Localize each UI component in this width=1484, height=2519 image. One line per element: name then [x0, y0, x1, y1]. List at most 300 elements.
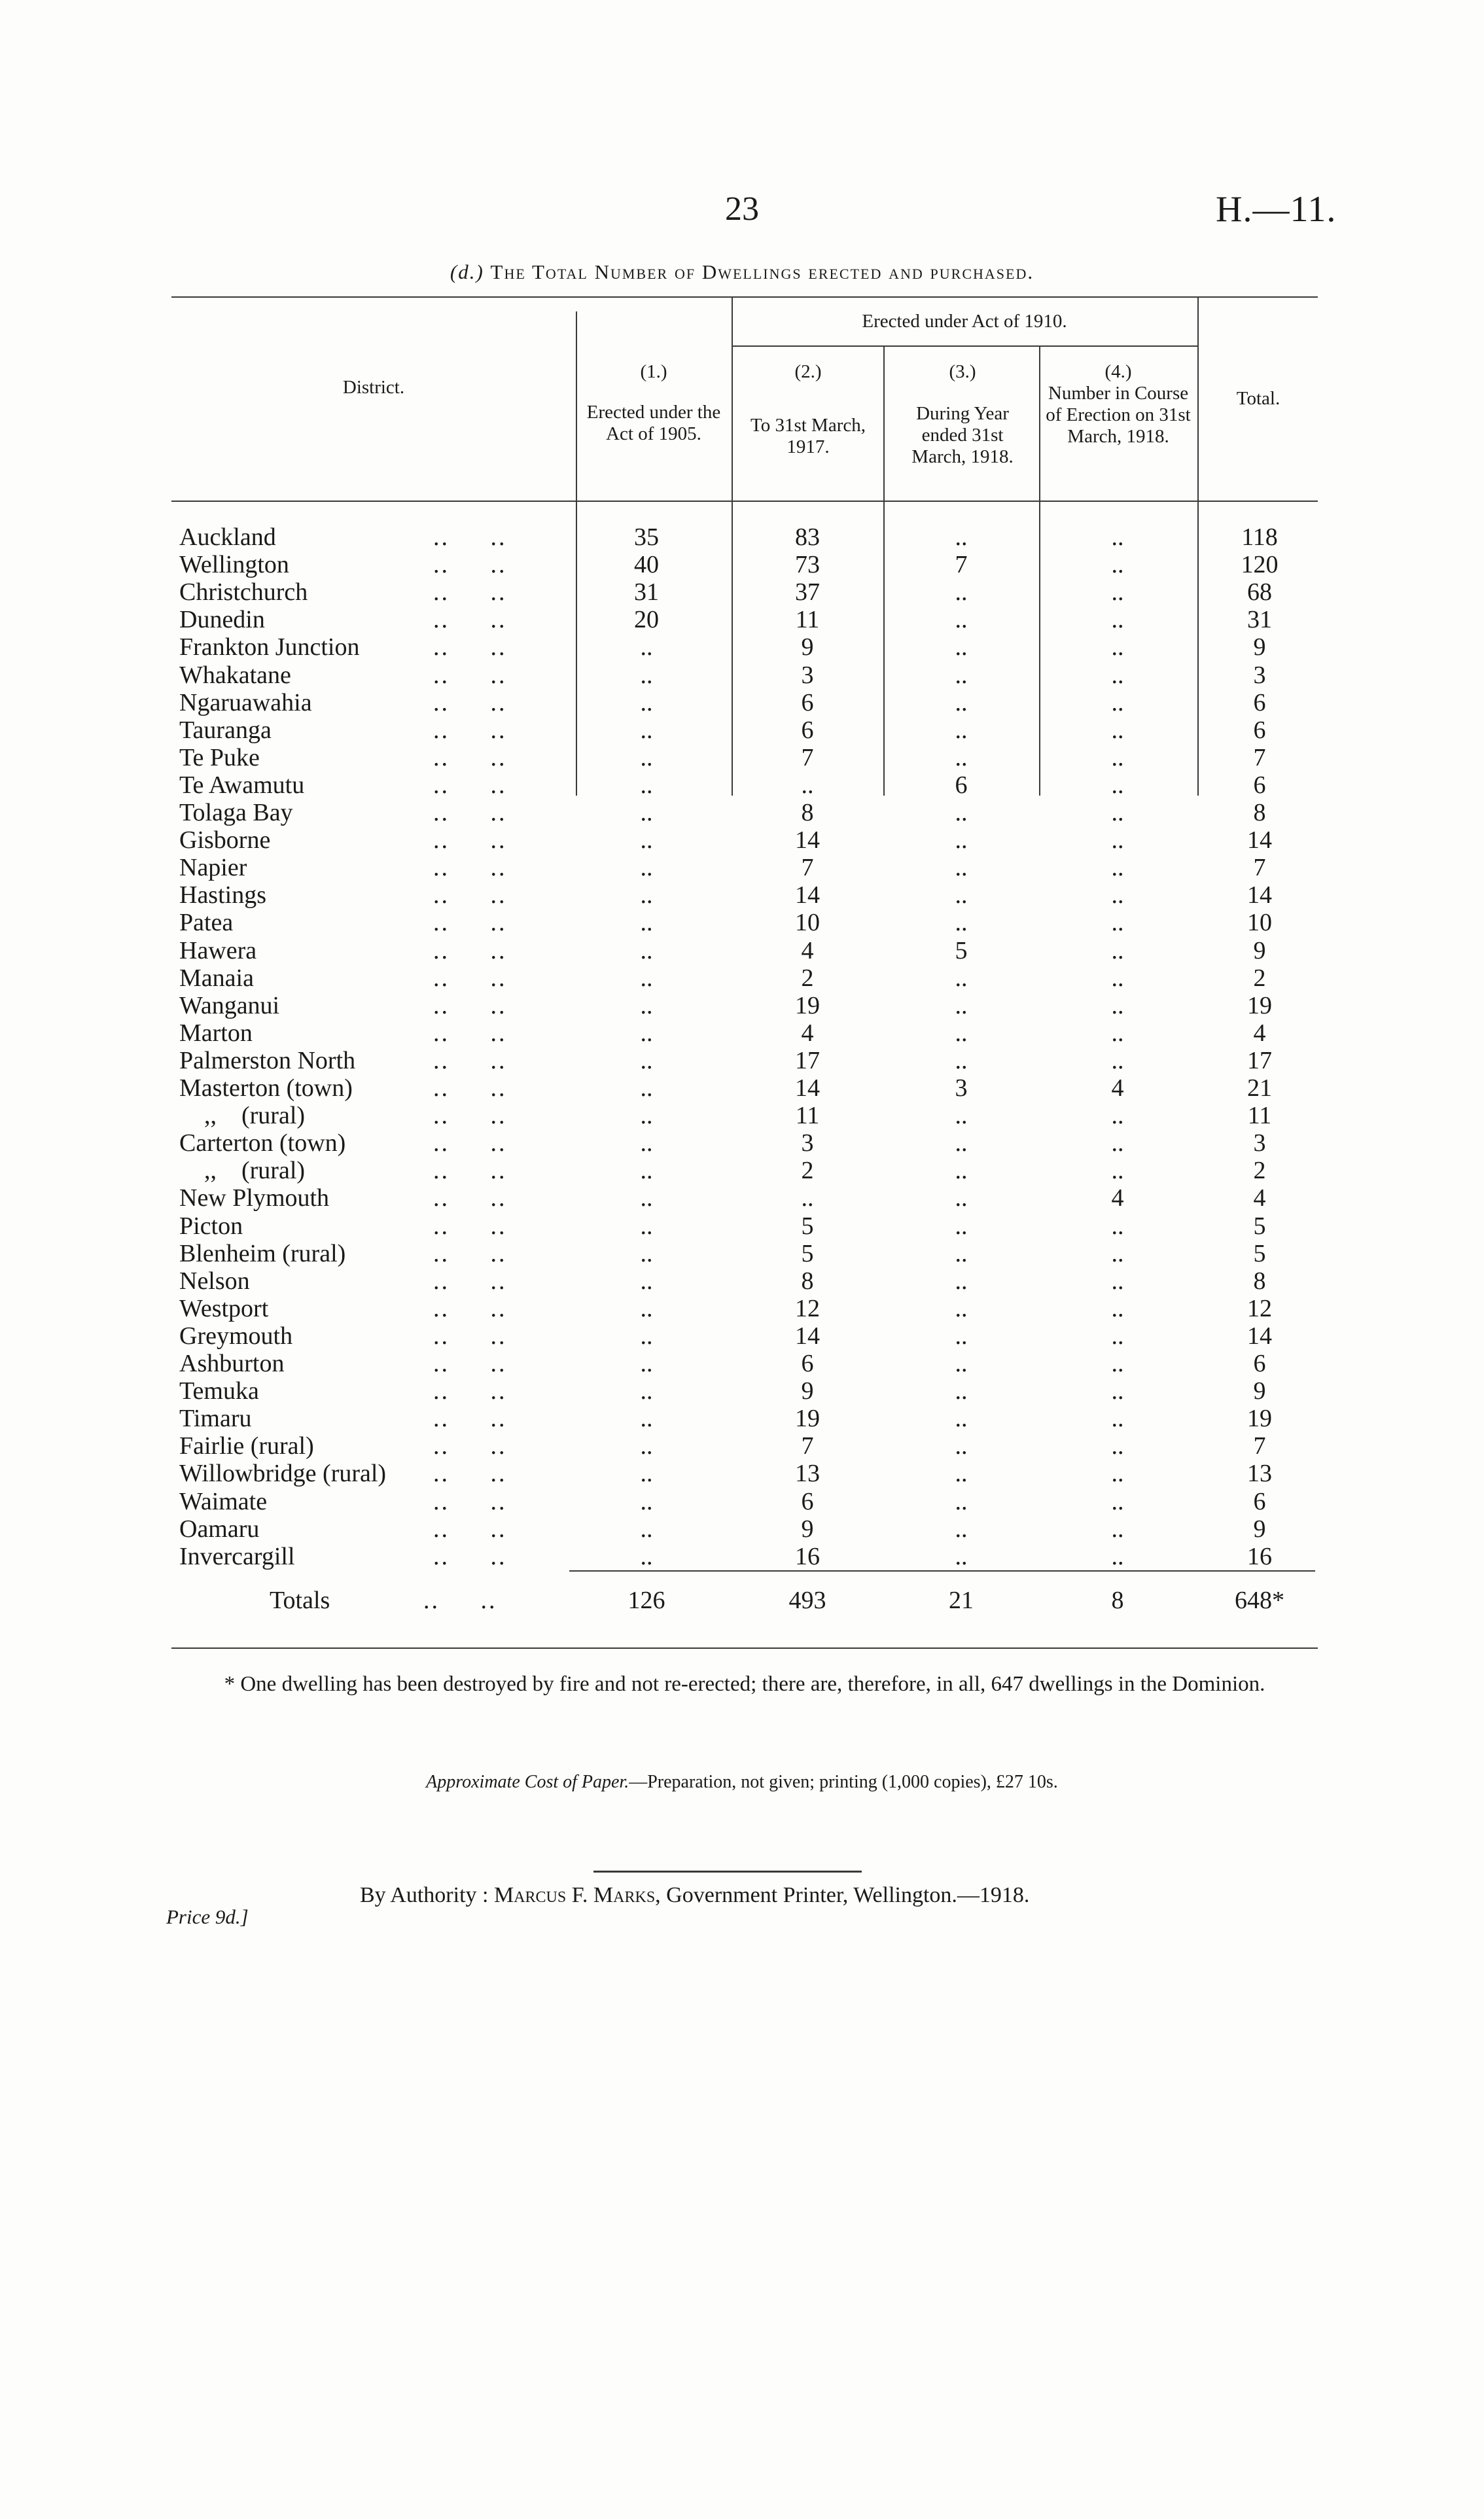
district-name: Carterton (town) — [179, 1129, 346, 1157]
cell-col4: .. — [1111, 1487, 1124, 1515]
district-name: Marton — [179, 1019, 253, 1047]
cell-col3: .. — [955, 799, 968, 826]
cell-col1: .. — [640, 1239, 653, 1267]
district-name: Invercargill — [179, 1542, 295, 1570]
dot-leader: .. .. — [433, 1460, 507, 1488]
dot-leader: .. .. — [433, 936, 507, 964]
district-name: Blenheim (rural) — [179, 1239, 346, 1267]
dot-leader: .. .. — [433, 1239, 507, 1267]
cell-total: 2 — [1253, 1157, 1266, 1185]
table-row — [171, 1405, 1318, 1432]
cell-col4: .. — [1111, 606, 1124, 634]
totals-col1: 126 — [627, 1587, 665, 1614]
cell-col4: .. — [1111, 551, 1124, 579]
district-name: Palmerston North — [179, 1046, 356, 1074]
header-col3-num: (3.) — [949, 361, 976, 382]
cell-total: 14 — [1247, 826, 1272, 854]
dot-leader: .. .. — [433, 1129, 507, 1157]
cell-col1: .. — [640, 661, 653, 689]
cell-col3: .. — [955, 1184, 968, 1212]
totals-rule — [569, 1570, 1315, 1572]
cell-col1: 40 — [634, 551, 659, 579]
cell-col2: 4 — [801, 1019, 814, 1047]
cell-col1: .. — [640, 991, 653, 1019]
district-name: Willowbridge (rural) — [179, 1460, 387, 1488]
cell-col1: .. — [640, 1157, 653, 1185]
cell-col2: 8 — [801, 799, 814, 826]
dot-leader: .. .. — [433, 633, 507, 661]
cell-total: 3 — [1253, 661, 1266, 689]
table-row — [171, 1267, 1318, 1295]
cell-total: 19 — [1247, 1405, 1272, 1433]
cell-col2: 11 — [795, 606, 820, 634]
cell-col1: .. — [640, 826, 653, 854]
cell-col3: .. — [955, 1405, 968, 1433]
dot-leader: .. .. — [433, 1377, 507, 1405]
dot-leader: .. .. — [433, 743, 507, 771]
cell-col2: 5 — [801, 1239, 814, 1267]
cell-col2: .. — [801, 771, 814, 799]
cell-col1: .. — [640, 1460, 653, 1488]
cell-total: 68 — [1247, 578, 1272, 607]
cell-col3: .. — [955, 826, 968, 854]
cell-total: 2 — [1253, 964, 1266, 992]
cell-col3: .. — [955, 1542, 968, 1570]
cell-total: 6 — [1253, 716, 1266, 744]
cell-col4: .. — [1111, 1102, 1124, 1130]
cell-col4: .. — [1111, 881, 1124, 909]
cell-col3: .. — [955, 1019, 968, 1047]
table-row — [171, 1019, 1318, 1047]
cell-total: 7 — [1253, 743, 1266, 771]
imprint-rule — [593, 1871, 862, 1873]
cell-col4: 4 — [1111, 1074, 1124, 1102]
cell-col3: .. — [955, 1487, 968, 1515]
cell-col4: 4 — [1111, 1184, 1124, 1212]
cell-col2: .. — [801, 1184, 814, 1212]
cell-col4: .. — [1111, 1019, 1124, 1047]
cell-total: 5 — [1253, 1212, 1266, 1240]
cell-total: 6 — [1253, 1487, 1266, 1515]
cell-col1: .. — [640, 1184, 653, 1212]
cell-col2: 13 — [795, 1460, 820, 1488]
table-row — [171, 633, 1318, 661]
price-note: Price 9d.] — [166, 1905, 249, 1928]
cell-total: 9 — [1253, 1515, 1266, 1543]
table-row — [171, 578, 1318, 606]
cell-col2: 73 — [795, 551, 820, 579]
cell-col3: .. — [955, 1239, 968, 1267]
cell-col2: 17 — [795, 1046, 820, 1074]
cost-note-label: Approximate Cost of Paper. — [426, 1772, 629, 1792]
cell-total: 3 — [1253, 1129, 1266, 1157]
cell-col1: .. — [640, 1322, 653, 1350]
dot-leader: .. .. — [433, 991, 507, 1019]
cell-col1: .. — [640, 1432, 653, 1460]
totals-total: 648* — [1235, 1587, 1284, 1614]
cell-col1: .. — [640, 1019, 653, 1047]
table-row — [171, 689, 1318, 716]
cell-col4: .. — [1111, 1212, 1124, 1240]
district-name: Nelson — [179, 1267, 250, 1295]
district-name: Masterton (town) — [179, 1074, 353, 1102]
table-row — [171, 1129, 1318, 1157]
cell-col3: .. — [955, 1350, 968, 1377]
district-name: ,, (rural) — [179, 1157, 306, 1185]
cell-col2: 2 — [801, 1157, 814, 1185]
header-col4-label: Number in Course of Erection on 31st March, 1918. — [1046, 383, 1191, 447]
dot-leader: .. .. — [433, 1542, 507, 1570]
table-title-prefix: (d.) — [450, 260, 484, 283]
table-row — [171, 1240, 1318, 1267]
cell-col1: .. — [640, 799, 653, 826]
district-name: Napier — [179, 854, 247, 882]
cell-col3: .. — [955, 1377, 968, 1405]
cell-col3: .. — [955, 991, 968, 1019]
cell-col4: .. — [1111, 716, 1124, 744]
dot-leader: .. .. — [433, 1074, 507, 1102]
cell-col1: .. — [640, 633, 653, 661]
cell-col1: .. — [640, 1294, 653, 1322]
cell-col2: 5 — [801, 1212, 814, 1240]
cell-col1: .. — [640, 743, 653, 771]
cell-col3: 5 — [955, 936, 968, 964]
table-row — [171, 716, 1318, 744]
cell-col3: .. — [955, 1294, 968, 1322]
cell-col3: .. — [955, 1046, 968, 1074]
cell-total: 9 — [1253, 1377, 1266, 1405]
cell-col1: .. — [640, 771, 653, 799]
cell-total: 11 — [1247, 1102, 1272, 1130]
cell-col2: 9 — [801, 633, 814, 661]
cell-col2: 6 — [801, 688, 814, 716]
district-name: Te Awamutu — [179, 771, 305, 799]
dot-leader: .. .. — [433, 1487, 507, 1515]
district-name: Christchurch — [179, 578, 308, 607]
cell-total: 10 — [1247, 909, 1272, 937]
totals-col3: 21 — [949, 1587, 974, 1614]
cell-col4: .. — [1111, 854, 1124, 882]
dot-leader: .. .. — [433, 523, 507, 551]
cell-col2: 37 — [795, 578, 820, 607]
dot-leader: .. .. — [433, 1294, 507, 1322]
header-group: Erected under Act of 1910. — [862, 311, 1067, 332]
header-col3-label: During Year ended 31st March, 1918. — [911, 403, 1014, 467]
cell-total: 4 — [1253, 1019, 1266, 1047]
table-row — [171, 744, 1318, 771]
table-row — [171, 1515, 1318, 1543]
header-col2-label: To 31st March, 1917. — [751, 415, 866, 457]
dot-leader: .. .. — [433, 1432, 507, 1460]
cell-col4: .. — [1111, 1157, 1124, 1185]
dot-leader: .. .. — [433, 881, 507, 909]
totals-col2: 493 — [788, 1587, 826, 1614]
cell-col1: .. — [640, 1405, 653, 1433]
dot-leader: .. .. — [433, 688, 507, 716]
cell-col1: .. — [640, 881, 653, 909]
cell-col3: .. — [955, 1267, 968, 1295]
district-name: Patea — [179, 909, 234, 937]
dot-leader: .. .. — [433, 964, 507, 992]
cell-total: 9 — [1253, 936, 1266, 964]
cell-col3: .. — [955, 606, 968, 634]
totals-col4: 8 — [1111, 1587, 1124, 1614]
cell-col1: .. — [640, 964, 653, 992]
cell-col4: .. — [1111, 661, 1124, 689]
cell-col4: .. — [1111, 1515, 1124, 1543]
cell-col3: 6 — [955, 771, 968, 799]
dot-leader: .. .. — [433, 1212, 507, 1240]
table-row — [171, 1212, 1318, 1240]
cell-col1: .. — [640, 909, 653, 937]
district-name: Ngaruawahia — [179, 688, 312, 716]
cell-col3: .. — [955, 661, 968, 689]
cell-total: 7 — [1253, 1432, 1266, 1460]
district-name: Tauranga — [179, 716, 272, 744]
cell-total: 5 — [1253, 1239, 1266, 1267]
header-col2-num: (2.) — [794, 361, 822, 382]
cell-col4: .. — [1111, 799, 1124, 826]
cell-col4: .. — [1111, 1322, 1124, 1350]
cell-col2: 7 — [801, 854, 814, 882]
cell-col2: 19 — [795, 991, 820, 1019]
table-row — [171, 937, 1318, 964]
district-name: Whakatane — [179, 661, 291, 689]
table-row — [171, 606, 1318, 633]
cell-col1: .. — [640, 1350, 653, 1377]
cell-col1: .. — [640, 1377, 653, 1405]
dot-leader: .. .. — [433, 799, 507, 826]
dot-leader: .. .. — [433, 826, 507, 854]
cell-col2: 3 — [801, 661, 814, 689]
table-row — [171, 1102, 1318, 1129]
cell-total: 118 — [1241, 523, 1278, 551]
cell-total: 7 — [1253, 854, 1266, 882]
cell-col4: .. — [1111, 909, 1124, 937]
cell-col4: .. — [1111, 578, 1124, 607]
header-col4-num: (4.) — [1104, 361, 1132, 382]
district-name: ,, (rural) — [179, 1102, 306, 1130]
table-row — [171, 1322, 1318, 1350]
cell-col3: .. — [955, 578, 968, 607]
table-row — [171, 1460, 1318, 1487]
cell-total: 17 — [1247, 1046, 1272, 1074]
cell-total: 14 — [1247, 1322, 1272, 1350]
table-title — [0, 260, 1484, 284]
cell-col3: .. — [955, 909, 968, 937]
cost-note — [0, 1772, 1484, 1793]
cell-col2: 16 — [795, 1542, 820, 1570]
cell-col1: .. — [640, 1515, 653, 1543]
district-name: Picton — [179, 1212, 243, 1240]
district-name: Hawera — [179, 936, 257, 964]
cell-col1: .. — [640, 716, 653, 744]
cell-col1: 31 — [634, 578, 659, 607]
imprint-prefix: By Authority : — [360, 1883, 489, 1907]
cell-col2: 83 — [795, 523, 820, 551]
table-row — [171, 1047, 1318, 1074]
cell-col3: .. — [955, 1212, 968, 1240]
cell-col1: .. — [640, 1267, 653, 1295]
cell-col2: 7 — [801, 743, 814, 771]
table-title-text: The Total Number of Dwellings erected and purchased. — [490, 260, 1034, 283]
table-row — [171, 1377, 1318, 1405]
cell-total: 6 — [1253, 688, 1266, 716]
table-row — [171, 881, 1318, 909]
cell-col2: 7 — [801, 1432, 814, 1460]
dot-leader: .. .. — [433, 1322, 507, 1350]
cell-total: 6 — [1253, 1350, 1266, 1377]
cell-col2: 14 — [795, 881, 820, 909]
document-reference: H.—11. — [1216, 189, 1337, 230]
cell-col2: 4 — [801, 936, 814, 964]
dot-leader: .. .. — [433, 716, 507, 744]
cell-col4: .. — [1111, 743, 1124, 771]
dot-leader: .. .. — [433, 771, 507, 799]
dot-leader: .. .. — [433, 1102, 507, 1130]
cell-col3: 3 — [955, 1074, 968, 1102]
cell-col4: .. — [1111, 771, 1124, 799]
group-rule — [732, 345, 1197, 347]
district-name: Auckland — [179, 523, 276, 551]
cell-total: 13 — [1247, 1460, 1272, 1488]
cell-col4: .. — [1111, 936, 1124, 964]
cell-col3: .. — [955, 633, 968, 661]
cell-col4: .. — [1111, 1129, 1124, 1157]
cell-total: 14 — [1247, 881, 1272, 909]
cell-col3: .. — [955, 1102, 968, 1130]
cell-col4: .. — [1111, 1046, 1124, 1074]
cell-col4: .. — [1111, 688, 1124, 716]
cell-col2: 14 — [795, 1074, 820, 1102]
district-name: Manaia — [179, 964, 254, 992]
cell-col2: 6 — [801, 1487, 814, 1515]
header-col1-num: (1.) — [640, 361, 667, 382]
imprint-printer: Marcus F. Marks — [493, 1883, 656, 1907]
cell-col2: 10 — [795, 909, 820, 937]
cell-col2: 9 — [801, 1515, 814, 1543]
cell-col1: .. — [640, 1542, 653, 1570]
header-rule — [171, 501, 1318, 502]
header-total: Total. — [1236, 388, 1281, 409]
cell-col3: .. — [955, 1432, 968, 1460]
cell-col4: .. — [1111, 1542, 1124, 1570]
district-name: Timaru — [179, 1405, 252, 1433]
dot-leader: .. .. — [433, 551, 507, 579]
dot-leader: .. .. — [433, 1267, 507, 1295]
cell-col4: .. — [1111, 1350, 1124, 1377]
district-name: Dunedin — [179, 606, 265, 634]
district-name: Gisborne — [179, 826, 271, 854]
cell-col4: .. — [1111, 991, 1124, 1019]
cell-col4: .. — [1111, 1294, 1124, 1322]
cell-col1: .. — [640, 936, 653, 964]
district-name: Fairlie (rural) — [179, 1432, 314, 1460]
header-col1-label: Erected under the Act of 1905. — [586, 402, 721, 444]
table-row — [171, 771, 1318, 799]
district-name: Temuka — [179, 1377, 259, 1405]
cell-col4: .. — [1111, 633, 1124, 661]
cell-total: 16 — [1247, 1542, 1272, 1570]
cell-col2: 6 — [801, 1350, 814, 1377]
cell-col2: 11 — [795, 1102, 820, 1130]
cell-col2: 9 — [801, 1377, 814, 1405]
cell-total: 4 — [1253, 1184, 1266, 1212]
cell-col4: .. — [1111, 964, 1124, 992]
table-row — [171, 799, 1318, 826]
dot-leader: .. .. — [433, 1184, 507, 1212]
dot-leader: .. .. — [433, 1350, 507, 1377]
cell-col2: 3 — [801, 1129, 814, 1157]
dot-leader: .. .. — [433, 1157, 507, 1185]
table-row — [171, 1157, 1318, 1184]
cell-col1: 20 — [634, 606, 659, 634]
table-row — [171, 551, 1318, 578]
table-row — [171, 1295, 1318, 1322]
cell-col3: .. — [955, 1129, 968, 1157]
cell-col2: 8 — [801, 1267, 814, 1295]
cell-col3: .. — [955, 1157, 968, 1185]
cell-col1: .. — [640, 854, 653, 882]
table-row — [171, 1432, 1318, 1460]
district-name: Ashburton — [179, 1350, 285, 1377]
cell-col1: .. — [640, 1212, 653, 1240]
cell-col1: .. — [640, 1487, 653, 1515]
cell-col2: 2 — [801, 964, 814, 992]
bottom-rule — [171, 1647, 1318, 1649]
footnote: * One dwelling has been destroyed by fire and not re-erected; there are, therefore, in all, 647 dwellings in the Dominion. — [224, 1672, 1265, 1696]
cell-col4: .. — [1111, 1267, 1124, 1295]
cell-col4: .. — [1111, 1432, 1124, 1460]
cell-col4: .. — [1111, 1405, 1124, 1433]
district-name: Frankton Junction — [179, 633, 360, 661]
cell-col3: .. — [955, 1515, 968, 1543]
table-row — [171, 1074, 1318, 1102]
table-row — [171, 909, 1318, 936]
district-name: Wanganui — [179, 991, 280, 1019]
cell-col2: 12 — [795, 1294, 820, 1322]
dot-leader: .. .. — [433, 578, 507, 607]
district-name: Hastings — [179, 881, 266, 909]
cell-col4: .. — [1111, 523, 1124, 551]
cost-note-text: —Preparation, not given; printing (1,000 copies), £27 10s. — [629, 1772, 1058, 1792]
table-row — [171, 523, 1318, 551]
cell-col4: .. — [1111, 826, 1124, 854]
cell-total: 19 — [1247, 991, 1272, 1019]
table-row — [171, 854, 1318, 881]
cell-total: 6 — [1253, 771, 1266, 799]
cell-total: 8 — [1253, 799, 1266, 826]
imprint-suffix: , Government Printer, Wellington.—1918. — [655, 1883, 1030, 1907]
dot-leader: .. .. — [433, 1019, 507, 1047]
cell-col1: .. — [640, 1074, 653, 1102]
table-row — [171, 964, 1318, 992]
dot-leader: .. .. — [433, 909, 507, 937]
cell-col1: .. — [640, 688, 653, 716]
totals-leader: .. .. — [423, 1587, 497, 1614]
district-name: Westport — [179, 1294, 269, 1322]
cell-col3: .. — [955, 1460, 968, 1488]
table-row — [171, 661, 1318, 689]
dot-leader: .. .. — [433, 606, 507, 634]
cell-col3: .. — [955, 716, 968, 744]
cell-total: 12 — [1247, 1294, 1272, 1322]
dot-leader: .. .. — [433, 1515, 507, 1543]
page-number: 23 — [725, 190, 759, 228]
district-name: Greymouth — [179, 1322, 293, 1350]
cell-col3: .. — [955, 688, 968, 716]
cell-total: 8 — [1253, 1267, 1266, 1295]
